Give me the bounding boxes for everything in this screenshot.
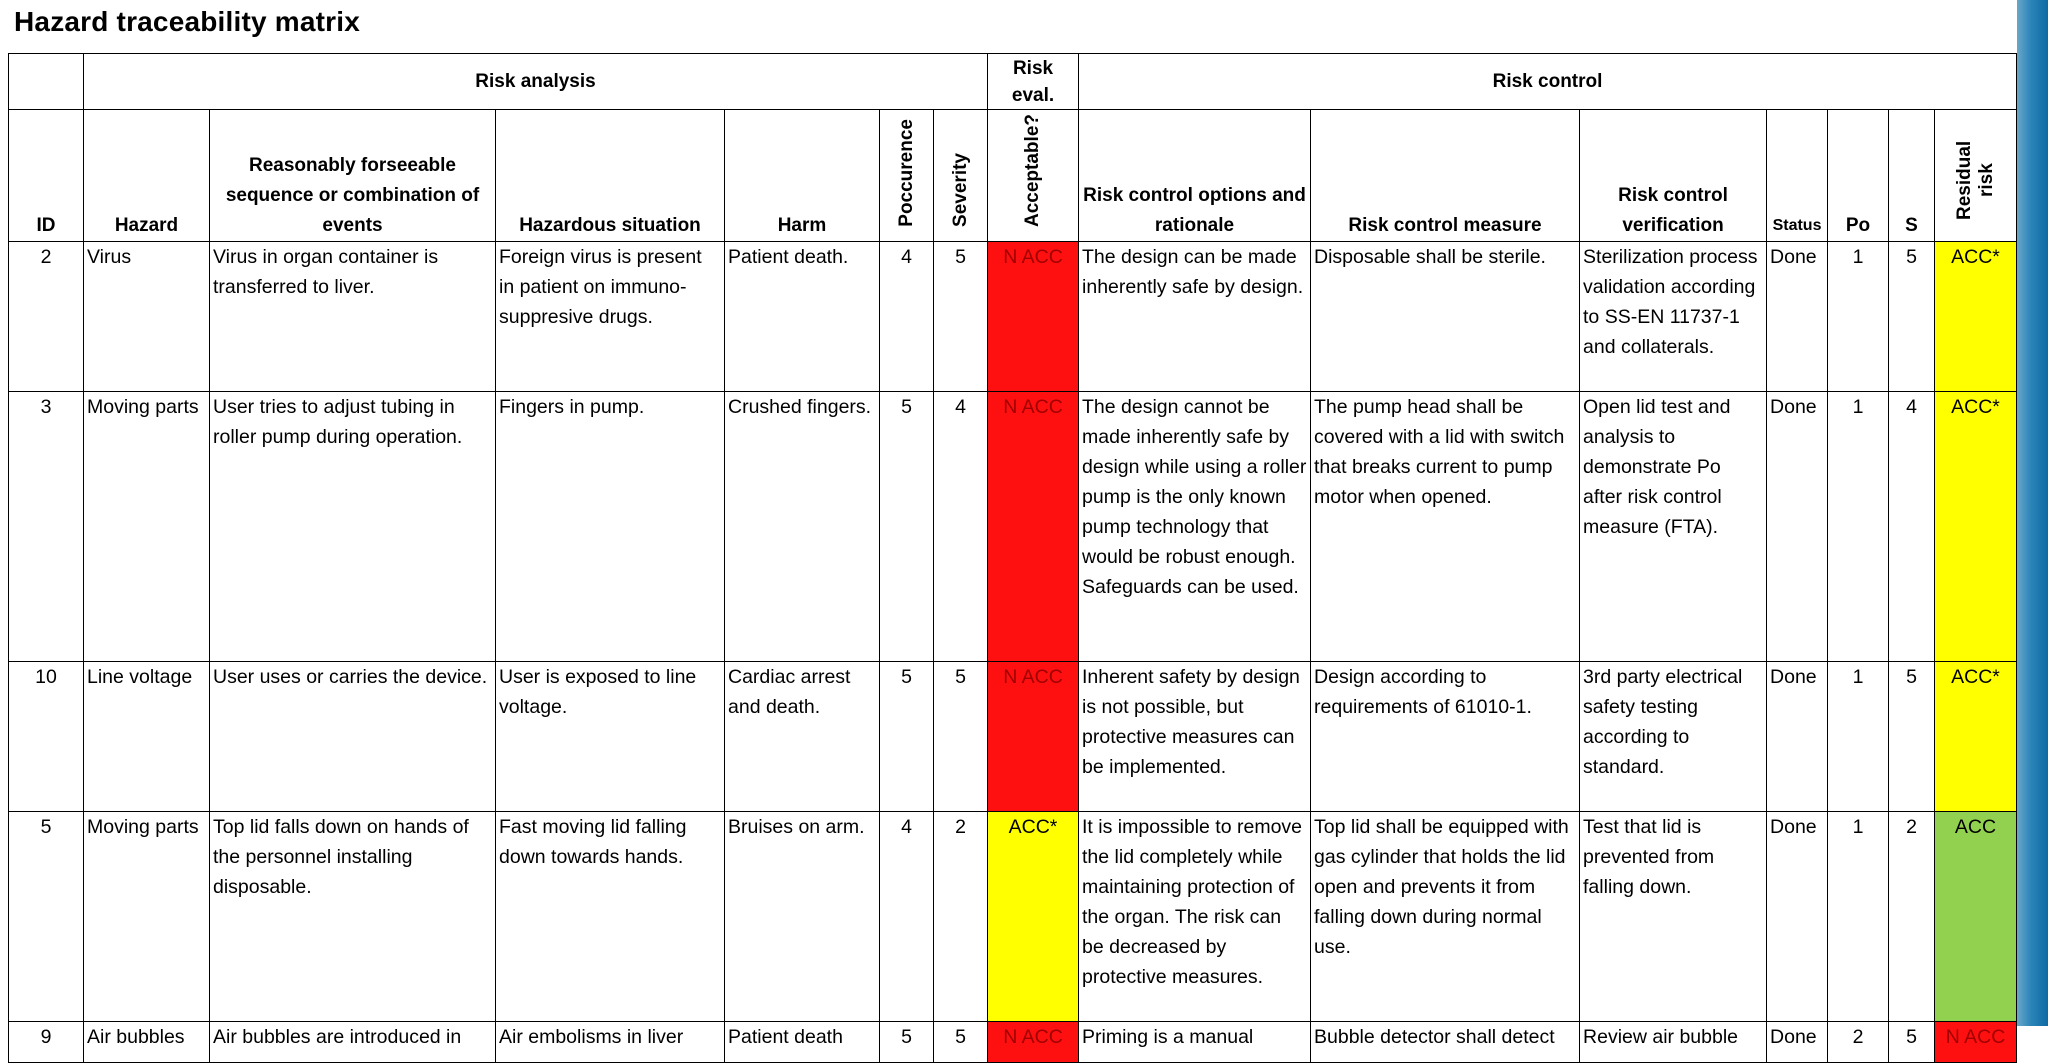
- acceptable-value: N ACC: [1003, 245, 1063, 268]
- cell-hazard: Moving parts: [84, 391, 210, 661]
- cell-verification: Sterilization process validation according to SS-EN 11737-1 and collaterals.: [1580, 241, 1767, 391]
- acceptable-value: N ACC: [1003, 665, 1063, 688]
- cell-s: 5: [1889, 1021, 1935, 1062]
- cell-acceptable: [988, 391, 1079, 661]
- cell-poccurence: 4: [880, 811, 934, 1021]
- cell-verification: Open lid test and analysis to demonstrate Po after risk control measure (FTA).: [1580, 391, 1767, 661]
- cell-po: 2: [1828, 1021, 1889, 1062]
- cell-poccurence: 5: [880, 661, 934, 811]
- residual-label: Residual risk: [1953, 140, 1997, 220]
- acceptable-label: Acceptable?: [1022, 114, 1044, 227]
- cell-residual: ACC*: [1935, 661, 2017, 811]
- acceptable-value: N ACC: [1003, 395, 1063, 418]
- column-header-hazard: Hazard: [84, 110, 210, 242]
- cell-poccurence: 5: [880, 391, 934, 661]
- cell-measure: The pump head shall be covered with a lid with switch that breaks current to pump motor when opened.: [1311, 391, 1580, 661]
- cell-status: Done: [1767, 1021, 1828, 1062]
- column-header-verification: Risk control verification: [1580, 110, 1767, 242]
- column-header-residual: [1935, 110, 2017, 242]
- document-title: Hazard traceability matrix: [14, 6, 361, 37]
- cell-situation: Air embolisms in liver: [496, 1021, 725, 1062]
- table-row: [9, 661, 2017, 811]
- column-header-s: S: [1889, 110, 1935, 242]
- cell-po: 1: [1828, 391, 1889, 661]
- cell-id: 3: [9, 391, 84, 661]
- cell-status: Done: [1767, 661, 1828, 811]
- cell-id: 2: [9, 241, 84, 391]
- table-row: [9, 811, 2017, 1021]
- cell-po: 1: [1828, 661, 1889, 811]
- cell-id: 10: [9, 661, 84, 811]
- cell-severity: 4: [934, 391, 988, 661]
- cell-poccurence: 4: [880, 241, 934, 391]
- cell-id: 9: [9, 1021, 84, 1062]
- cell-situation: Foreign virus is present in patient on immuno-suppresive drugs.: [496, 241, 725, 391]
- cell-verification: Test that lid is prevented from falling down.: [1580, 811, 1767, 1021]
- cell-acceptable: [988, 241, 1079, 391]
- column-header-row: [9, 110, 2017, 242]
- cell-verification: 3rd party electrical safety testing according to standard.: [1580, 661, 1767, 811]
- cell-s: 2: [1889, 811, 1935, 1021]
- cell-poccurence: 5: [880, 1021, 934, 1062]
- severity-label: Severity: [949, 153, 971, 227]
- table-row: [9, 391, 2017, 661]
- cell-hazard: Moving parts: [84, 811, 210, 1021]
- cell-harm: Patient death.: [725, 241, 880, 391]
- cell-s: 5: [1889, 241, 1935, 391]
- cell-situation: Fingers in pump.: [496, 391, 725, 661]
- column-header-acceptable: [988, 110, 1079, 242]
- cell-hazard: Line voltage: [84, 661, 210, 811]
- cell-measure: Design according to requirements of 61010-1.: [1311, 661, 1580, 811]
- cell-hazard: Air bubbles: [84, 1021, 210, 1062]
- acceptable-value: N ACC: [1003, 1025, 1063, 1048]
- poccurence-label: Poccurence: [895, 119, 917, 227]
- column-header-harm: Harm: [725, 110, 880, 242]
- cell-situation: Fast moving lid falling down towards hands.: [496, 811, 725, 1021]
- column-header-sequence: Reasonably forseeable sequence or combination of events: [210, 110, 496, 242]
- cell-situation: User is exposed to line voltage.: [496, 661, 725, 811]
- cell-options: It is impossible to remove the lid completely while maintaining protection of the organ. The risk can be decreased by protective measures.: [1079, 811, 1311, 1021]
- column-header-situation: Hazardous situation: [496, 110, 725, 242]
- group-header-risk-analysis: Risk analysis: [84, 54, 988, 110]
- cell-harm: Patient death: [725, 1021, 880, 1062]
- group-header-row: [9, 54, 2017, 110]
- cell-acceptable: [988, 1021, 1079, 1062]
- column-header-status: Status: [1767, 110, 1828, 242]
- hazard-traceability-table: [8, 53, 2017, 1063]
- cell-sequence: User tries to adjust tubing in roller pump during operation.: [210, 391, 496, 661]
- cell-harm: Bruises on arm.: [725, 811, 880, 1021]
- cell-harm: Crushed fingers.: [725, 391, 880, 661]
- cell-residual: ACC: [1935, 811, 2017, 1021]
- group-header-risk-eval: Risk eval.: [988, 54, 1079, 110]
- cell-options: The design cannot be made inherently safe by design while using a roller pump is the only known pump technology that would be robust enough. Safeguards can be used.: [1079, 391, 1311, 661]
- cell-harm: Cardiac arrest and death.: [725, 661, 880, 811]
- group-header-empty: [9, 54, 84, 110]
- cell-severity: 5: [934, 241, 988, 391]
- cell-options: Priming is a manual: [1079, 1021, 1311, 1062]
- cell-verification: Review air bubble: [1580, 1021, 1767, 1062]
- column-header-po: Po: [1828, 110, 1889, 242]
- cell-residual: ACC*: [1935, 391, 2017, 661]
- cell-severity: 2: [934, 811, 988, 1021]
- column-header-poccurence: [880, 110, 934, 242]
- cell-sequence: User uses or carries the device.: [210, 661, 496, 811]
- cell-status: Done: [1767, 811, 1828, 1021]
- residual-value: N ACC: [1945, 1025, 2006, 1048]
- cell-id: 5: [9, 811, 84, 1021]
- column-header-options: Risk control options and rationale: [1079, 110, 1311, 242]
- cell-status: Done: [1767, 391, 1828, 661]
- acceptable-value: ACC*: [1008, 815, 1058, 838]
- column-header-severity: [934, 110, 988, 242]
- table-row: [9, 241, 2017, 391]
- cell-measure: Disposable shall be sterile.: [1311, 241, 1580, 391]
- right-decorative-strip: [2017, 0, 2048, 1026]
- cell-acceptable: [988, 811, 1079, 1021]
- cell-s: 4: [1889, 391, 1935, 661]
- cell-severity: 5: [934, 661, 988, 811]
- cell-options: Inherent safety by design is not possible, but protective measures can be implemented.: [1079, 661, 1311, 811]
- cell-status: Done: [1767, 241, 1828, 391]
- cell-residual: [1935, 1021, 2017, 1062]
- cell-po: 1: [1828, 241, 1889, 391]
- cell-acceptable: [988, 661, 1079, 811]
- cell-hazard: Virus: [84, 241, 210, 391]
- column-header-id: ID: [9, 110, 84, 242]
- column-header-measure: Risk control measure: [1311, 110, 1580, 242]
- group-header-risk-control: Risk control: [1079, 54, 2017, 110]
- cell-options: The design can be made inherently safe by design.: [1079, 241, 1311, 391]
- cell-s: 5: [1889, 661, 1935, 811]
- cell-residual: ACC*: [1935, 241, 2017, 391]
- table-row: [9, 1021, 2017, 1062]
- cell-measure: Top lid shall be equipped with gas cylinder that holds the lid open and prevents it from falling down during normal use.: [1311, 811, 1580, 1021]
- cell-po: 1: [1828, 811, 1889, 1021]
- cell-sequence: Top lid falls down on hands of the personnel installing disposable.: [210, 811, 496, 1021]
- cell-sequence: Air bubbles are introduced in: [210, 1021, 496, 1062]
- cell-measure: Bubble detector shall detect: [1311, 1021, 1580, 1062]
- cell-sequence: Virus in organ container is transferred to liver.: [210, 241, 496, 391]
- cell-severity: 5: [934, 1021, 988, 1062]
